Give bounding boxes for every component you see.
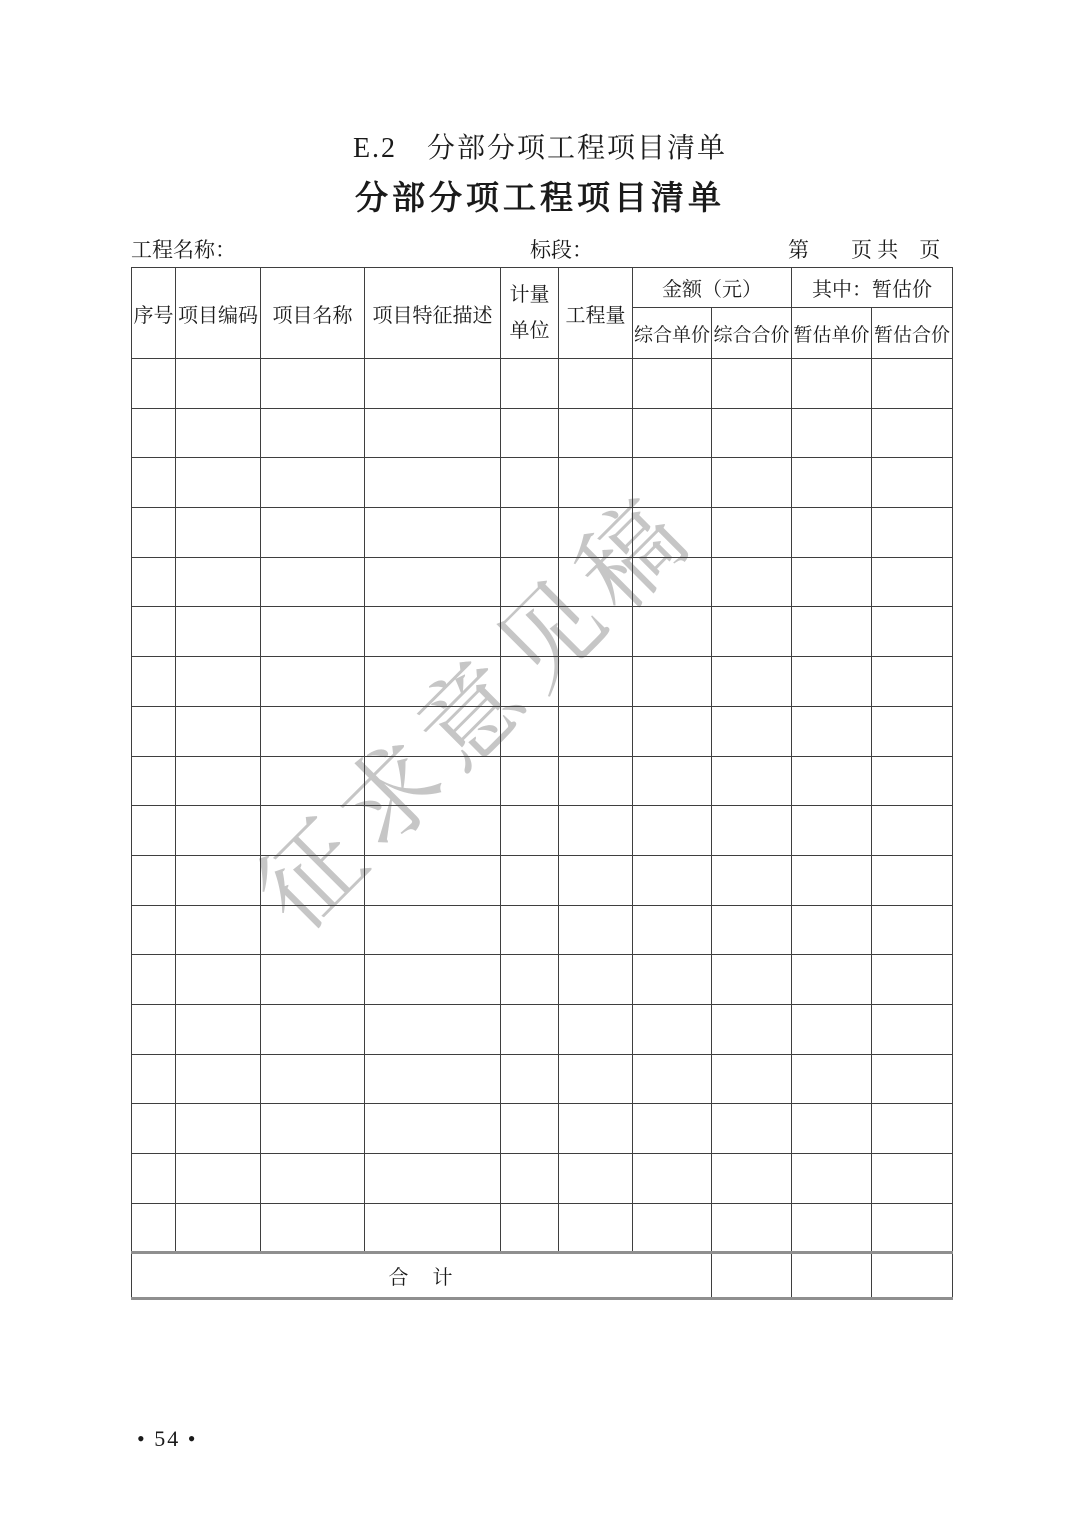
- empty-cell: [792, 706, 872, 756]
- empty-cell: [559, 706, 633, 756]
- empty-cell: [365, 359, 501, 409]
- empty-cell: [132, 756, 176, 806]
- empty-cell: [132, 806, 176, 856]
- empty-cell: [132, 557, 176, 607]
- empty-cell: [633, 508, 712, 558]
- empty-cell: [132, 359, 176, 409]
- empty-cell: [712, 1004, 792, 1054]
- empty-cell: [872, 359, 953, 409]
- empty-cell: [559, 1054, 633, 1104]
- empty-cell: [501, 607, 559, 657]
- col-header-item-name: 项目名称: [261, 268, 365, 359]
- empty-cell: [872, 657, 953, 707]
- empty-cell: [872, 756, 953, 806]
- page-counter: 第 页 共 页: [788, 238, 941, 262]
- empty-cell: [712, 359, 792, 409]
- empty-cell: [261, 557, 365, 607]
- empty-cell: [176, 855, 261, 905]
- empty-cell: [559, 607, 633, 657]
- empty-cell: [872, 607, 953, 657]
- empty-cell: [132, 1004, 176, 1054]
- total-label: 合 计: [132, 1253, 712, 1299]
- empty-cell: [132, 607, 176, 657]
- empty-cell: [261, 1004, 365, 1054]
- empty-cell: [501, 359, 559, 409]
- table-footer: [132, 1253, 953, 1299]
- footer-page-number: • 54 •: [137, 1426, 198, 1451]
- empty-cell: [712, 855, 792, 905]
- empty-cell: [559, 508, 633, 558]
- empty-cell: [176, 359, 261, 409]
- table-row: [132, 756, 953, 806]
- empty-cell: [559, 756, 633, 806]
- col-group-amount: 金额（元）: [633, 268, 792, 308]
- empty-cell: [501, 508, 559, 558]
- empty-cell: [365, 955, 501, 1005]
- empty-cell: [792, 607, 872, 657]
- empty-cell: [261, 1104, 365, 1154]
- table-row: [132, 1004, 953, 1054]
- empty-cell: [132, 458, 176, 508]
- empty-cell: [365, 607, 501, 657]
- empty-cell: [176, 607, 261, 657]
- empty-cell: [176, 806, 261, 856]
- empty-cell: [633, 359, 712, 409]
- empty-cell: [365, 557, 501, 607]
- empty-cell: [712, 557, 792, 607]
- empty-cell: [501, 458, 559, 508]
- empty-cell: [633, 855, 712, 905]
- empty-cell: [792, 905, 872, 955]
- empty-cell: [261, 508, 365, 558]
- empty-cell: [365, 855, 501, 905]
- empty-cell: [872, 1054, 953, 1104]
- empty-cell: [261, 1203, 365, 1253]
- empty-cell: [872, 557, 953, 607]
- col-header-feature-desc: 项目特征描述: [365, 268, 501, 359]
- empty-cell: [365, 458, 501, 508]
- empty-cell: [712, 408, 792, 458]
- empty-cell: [559, 458, 633, 508]
- empty-cell: [712, 1104, 792, 1154]
- empty-cell: [633, 905, 712, 955]
- empty-cell: [501, 706, 559, 756]
- empty-cell: [633, 607, 712, 657]
- empty-cell: [559, 905, 633, 955]
- total-prov-total-cell: [872, 1253, 953, 1299]
- empty-cell: [132, 905, 176, 955]
- empty-cell: [633, 557, 712, 607]
- empty-cell: [559, 408, 633, 458]
- empty-cell: [712, 806, 792, 856]
- empty-cell: [872, 806, 953, 856]
- empty-cell: [872, 905, 953, 955]
- empty-cell: [176, 1054, 261, 1104]
- empty-cell: [792, 458, 872, 508]
- col-header-prov-unit-price: 暂估单价: [792, 308, 872, 359]
- empty-cell: [132, 508, 176, 558]
- col-header-item-code: 项目编码: [176, 268, 261, 359]
- empty-cell: [872, 855, 953, 905]
- table-row: [132, 508, 953, 558]
- empty-cell: [132, 1154, 176, 1204]
- empty-cell: [559, 1203, 633, 1253]
- empty-cell: [712, 607, 792, 657]
- empty-cell: [792, 508, 872, 558]
- empty-cell: [712, 1054, 792, 1104]
- total-row: [132, 1253, 953, 1299]
- table-header: [132, 268, 953, 359]
- col-header-seq: 序号: [132, 268, 176, 359]
- col-header-unit: [501, 268, 559, 359]
- empty-cell: [559, 359, 633, 409]
- empty-cell: [559, 1104, 633, 1154]
- empty-cell: [501, 1154, 559, 1204]
- empty-cell: [261, 905, 365, 955]
- empty-cell: [132, 657, 176, 707]
- empty-cell: [365, 657, 501, 707]
- empty-cell: [501, 1004, 559, 1054]
- empty-cell: [712, 706, 792, 756]
- empty-cell: [633, 806, 712, 856]
- empty-cell: [132, 955, 176, 1005]
- empty-cell: [633, 1104, 712, 1154]
- col-group-provisional: 其中：暂估价: [792, 268, 953, 308]
- col-header-unit-line2: 单位: [509, 320, 550, 342]
- empty-cell: [132, 1054, 176, 1104]
- empty-cell: [559, 557, 633, 607]
- empty-cell: [501, 557, 559, 607]
- empty-cell: [872, 1203, 953, 1253]
- empty-cell: [559, 1154, 633, 1204]
- empty-cell: [792, 1104, 872, 1154]
- empty-cell: [132, 408, 176, 458]
- empty-cell: [559, 657, 633, 707]
- empty-cell: [501, 855, 559, 905]
- empty-cell: [792, 806, 872, 856]
- empty-cell: [559, 955, 633, 1005]
- empty-cell: [712, 657, 792, 707]
- empty-cell: [792, 557, 872, 607]
- empty-cell: [792, 657, 872, 707]
- col-header-comp-total-price: 综合合价: [712, 308, 792, 359]
- empty-cell: [792, 1154, 872, 1204]
- col-header-prov-total-price: 暂估合价: [872, 308, 953, 359]
- empty-cell: [712, 458, 792, 508]
- empty-cell: [792, 1004, 872, 1054]
- empty-cell: [633, 706, 712, 756]
- empty-cell: [261, 657, 365, 707]
- header-row-1: [132, 268, 953, 308]
- empty-cell: [633, 756, 712, 806]
- empty-cell: [712, 905, 792, 955]
- empty-cell: [501, 408, 559, 458]
- empty-cell: [365, 408, 501, 458]
- empty-cell: [633, 657, 712, 707]
- empty-cell: [872, 1154, 953, 1204]
- empty-cell: [261, 1154, 365, 1204]
- empty-cell: [261, 706, 365, 756]
- table-row: [132, 1104, 953, 1154]
- empty-cell: [559, 806, 633, 856]
- empty-cell: [365, 806, 501, 856]
- empty-cell: [501, 806, 559, 856]
- empty-cell: [176, 408, 261, 458]
- empty-cell: [501, 905, 559, 955]
- empty-cell: [559, 855, 633, 905]
- empty-cell: [176, 905, 261, 955]
- col-header-comp-unit-price: 综合单价: [633, 308, 712, 359]
- table-row: [132, 806, 953, 856]
- empty-cell: [501, 955, 559, 1005]
- table-row: [132, 657, 953, 707]
- draft-watermark: 征求意见稿: [237, 472, 716, 951]
- table-row: [132, 1154, 953, 1204]
- empty-cell: [261, 359, 365, 409]
- empty-cell: [261, 955, 365, 1005]
- empty-cell: [633, 458, 712, 508]
- empty-cell: [176, 1104, 261, 1154]
- empty-cell: [176, 1004, 261, 1054]
- empty-cell: [872, 1004, 953, 1054]
- empty-cell: [132, 855, 176, 905]
- total-comp-total-cell: [712, 1253, 792, 1299]
- table-row: [132, 855, 953, 905]
- empty-cell: [365, 1104, 501, 1154]
- empty-cell: [176, 756, 261, 806]
- table-row: [132, 408, 953, 458]
- empty-cell: [365, 1154, 501, 1204]
- empty-cell: [712, 1203, 792, 1253]
- empty-cell: [501, 756, 559, 806]
- empty-cell: [365, 706, 501, 756]
- bid-section-label: 标段：: [530, 238, 593, 262]
- table-row: [132, 359, 953, 409]
- empty-cell: [501, 1054, 559, 1104]
- empty-cell: [261, 458, 365, 508]
- empty-cell: [712, 756, 792, 806]
- table-row: [132, 706, 953, 756]
- empty-cell: [365, 508, 501, 558]
- empty-cell: [365, 905, 501, 955]
- empty-cell: [176, 508, 261, 558]
- empty-cell: [261, 806, 365, 856]
- table-row: [132, 905, 953, 955]
- section-title: E.2 分部分项工程项目清单: [352, 133, 728, 164]
- empty-cell: [872, 508, 953, 558]
- empty-cell: [176, 1203, 261, 1253]
- empty-cell: [792, 1054, 872, 1104]
- empty-cell: [633, 1203, 712, 1253]
- table-row: [132, 1054, 953, 1104]
- col-header-quantity: 工程量: [559, 268, 633, 359]
- empty-cell: [501, 1203, 559, 1253]
- empty-cell: [712, 1154, 792, 1204]
- form-title: 分部分项工程项目清单: [355, 181, 725, 217]
- empty-cell: [872, 955, 953, 1005]
- table-row: [132, 557, 953, 607]
- empty-cell: [176, 657, 261, 707]
- empty-cell: [132, 1104, 176, 1154]
- empty-cell: [792, 359, 872, 409]
- table-row: [132, 607, 953, 657]
- empty-cell: [365, 756, 501, 806]
- empty-cell: [501, 1104, 559, 1154]
- empty-cell: [633, 1054, 712, 1104]
- empty-cell: [712, 508, 792, 558]
- empty-cell: [712, 955, 792, 1005]
- table-row: [132, 1203, 953, 1253]
- empty-cell: [365, 1004, 501, 1054]
- empty-cell: [176, 458, 261, 508]
- empty-cell: [792, 756, 872, 806]
- empty-cell: [633, 1004, 712, 1054]
- total-prov-unit-cell: [792, 1253, 872, 1299]
- empty-cell: [872, 408, 953, 458]
- project-name-label: 工程名称：: [131, 238, 236, 262]
- empty-cell: [261, 607, 365, 657]
- empty-cell: [261, 756, 365, 806]
- empty-cell: [176, 955, 261, 1005]
- empty-cell: [792, 955, 872, 1005]
- table-row: [132, 458, 953, 508]
- table-row: [132, 955, 953, 1005]
- empty-cell: [633, 1154, 712, 1204]
- empty-cell: [365, 1054, 501, 1104]
- empty-cell: [261, 408, 365, 458]
- boq-form-table: [131, 267, 953, 1300]
- empty-cell: [176, 557, 261, 607]
- empty-cell: [365, 1203, 501, 1253]
- empty-cell: [633, 955, 712, 1005]
- empty-cell: [872, 706, 953, 756]
- empty-cell: [792, 855, 872, 905]
- empty-cell: [132, 1203, 176, 1253]
- empty-cell: [132, 706, 176, 756]
- table-body: [132, 359, 953, 1253]
- empty-cell: [792, 1203, 872, 1253]
- empty-cell: [872, 1104, 953, 1154]
- empty-cell: [261, 1054, 365, 1104]
- empty-cell: [559, 1004, 633, 1054]
- empty-cell: [261, 855, 365, 905]
- col-header-unit-line1: 计量: [509, 284, 550, 306]
- empty-cell: [176, 706, 261, 756]
- empty-cell: [501, 657, 559, 707]
- empty-cell: [633, 408, 712, 458]
- empty-cell: [872, 458, 953, 508]
- empty-cell: [792, 408, 872, 458]
- empty-cell: [176, 1154, 261, 1204]
